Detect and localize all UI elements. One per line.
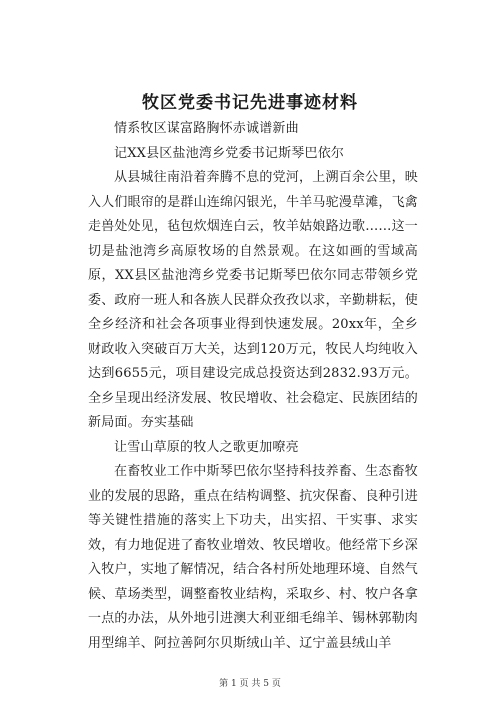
body-paragraph: 在畜牧业工作中斯琴巴依尔坚持科技养畜、生态畜牧业的发展的思路，重点在结构调整、抗灾保畜、良种引进等关键性措施的落实上下功夫，出实招、干实事、求实效，有力地促进了畜牧业增效、牧民增收。他经常下乡深入牧户，实地了解情况，结合各村所处地理环境、自然气候、草场类型，调整畜牧业结构，采取乡、村、牧户各拿一点的办法，从外地引进澳大利亚细毛绵羊、锡林郭勒肉用型绵羊、阿拉善阿尔贝斯绒山羊、辽宁盖县绒山羊 bbox=[88, 464, 419, 651]
document-title: 牧区党委书记先进事迹材料 bbox=[142, 93, 358, 113]
section-heading-paragraph: 让雪山草原的牧人之歌更加嘹亮 bbox=[114, 439, 299, 455]
page-footer: 第 1 页 共 5 页 bbox=[219, 679, 281, 689]
subtitle-paragraph: 情系牧区谋富路胸怀赤诚谱新曲 bbox=[114, 121, 299, 136]
body-paragraph: 从县城往南沿着奔腾不息的党河，上溯百余公里，映入人们眼帘的是群山连绵闪银光，牛羊马驼漫草滩，飞禽走兽处处见，毡包炊烟连白云，牧羊姑娘路边歌……这一切是盐池湾乡高原牧场的自然景观。在这如画的雪域高原，XX县区盐池湾乡党委书记斯琴巴依尔同志带领乡党委、政府一班人和各族人民群众孜孜以求，辛勤耕耘，使全乡经济和社会各项事业得到快速发展。20xx年，全乡财政收入突破百万大关，达到120万元，牧民人均纯收入达到6655元，项目建设完成总投资达到2832.93万元。全乡呈现出经济发展、牧民增收、社会稳定、民族团结的新局面。夯实基础 bbox=[88, 170, 419, 430]
document-body bbox=[88, 117, 418, 656]
subtitle-name-paragraph: 记XX县区盐池湾乡党委书记斯琴巴依尔 bbox=[114, 145, 345, 161]
